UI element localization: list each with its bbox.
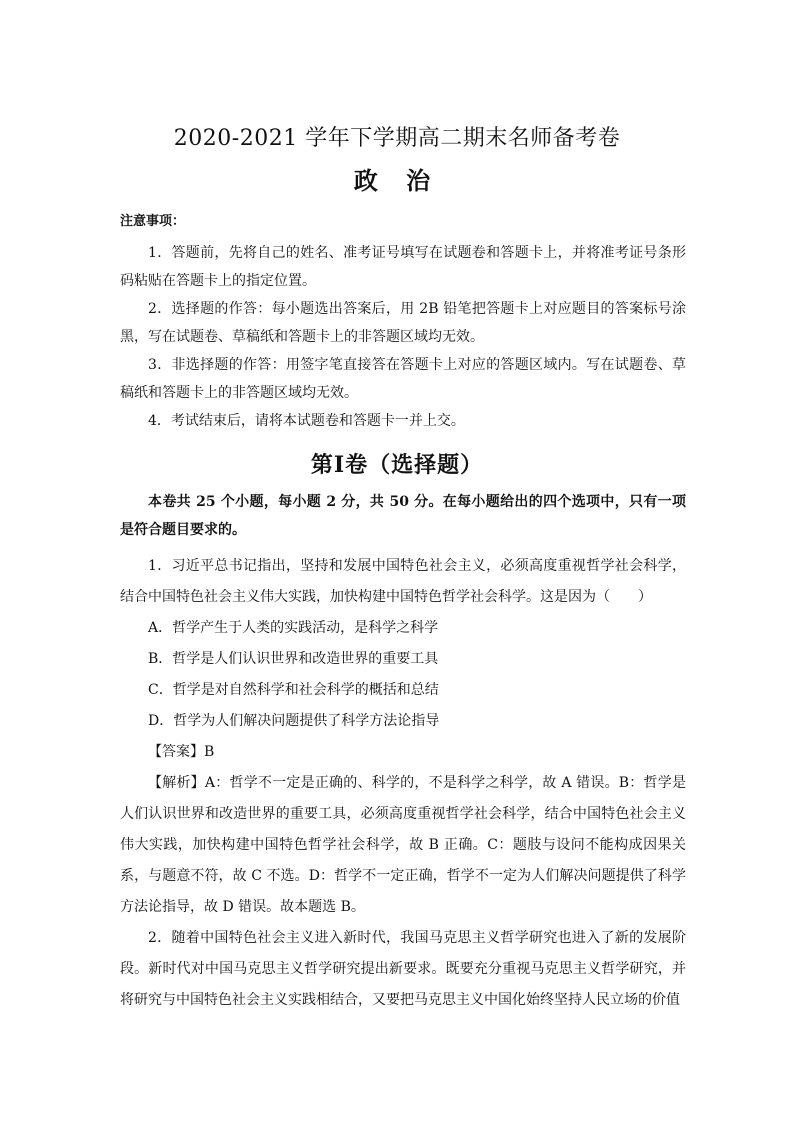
section-intro xyxy=(120,488,686,544)
section-title: 第Ⅰ卷（选择题） xyxy=(310,452,484,478)
question-answer: 【答案】B xyxy=(148,744,215,760)
question-option: C．哲学是对自然科学和社会科学的概括和总结 xyxy=(148,682,439,698)
notes-list xyxy=(120,239,686,435)
question-option: D．哲学为人们解决问题提供了科学方法论指导 xyxy=(148,713,440,729)
subject-title: 政 治 xyxy=(353,166,441,195)
question-option: B．哲学是人们认识世界和改造世界的重要工具 xyxy=(148,651,439,667)
question-option: A．哲学产生于人类的实践活动，是科学之科学 xyxy=(148,620,439,636)
note-item: 2．选择题的作答：每小题选出答案后，用 2B 铅笔把答题卡上对应题目的答案标号涂黑，写在试题卷、草稿纸和答题卡上的非答题区域均无效。 xyxy=(120,301,686,345)
question-analysis: 【解析】A：哲学不一定是正确的、科学的，不是科学之科学，故 A 错误。B：哲学是人们认识世界和改造世界的重要工具，必须高度重视哲学社会科学，结合中国特色社会主义伟大实践，加快构建中国特色哲学社会科学，故 B 正确。C：题肢与设问不能构成因果关系，与题意不符，故 C 不选。D：哲学不一定正确，哲学不一定为人们解决问题提供了科学方法论指导，故 D 错误。故本题选 B。 xyxy=(120,775,686,915)
note-item: 3．非选择题的作答：用签字笔直接答在答题卡上对应的答题区域内。写在试题卷、草稿纸和答题卡上的非答题区域均无效。 xyxy=(120,357,686,401)
question-stem: 2．随着中国特色社会主义进入新时代，我国马克思主义哲学研究也进入了新的发展阶段。新时代对中国马克思主义哲学研究提出新要求。既要充分重视马克思主义哲学研究，并将研究与中国特色社会主义实践相结合，又要把马克思主义中国化始终坚持人民立场的价值 xyxy=(120,930,686,1008)
question-stem: 1．习近平总书记指出，坚持和发展中国特色社会主义，必须高度重视哲学社会科学，结合中国特色社会主义伟大实践，加快构建中国特色哲学社会科学。这是因为（ ） xyxy=(120,558,686,605)
note-item: 1．答题前，先将自己的姓名、准考证号填写在试题卷和答题卡上，并将准考证号条形码粘贴在答题卡上的指定位置。 xyxy=(120,245,686,289)
section-intro-text: 本卷共 25 个小题，每小题 2 分，共 50 分。在每小题给出的四个选项中，只有一项是符合题目要求的。 xyxy=(120,494,686,538)
note-item: 4．考试结束后，请将本试题卷和答题卡一并上交。 xyxy=(148,413,465,429)
question-block xyxy=(120,551,686,1016)
document-title: 2020-2021 学年下学期高二期末名师备考卷 xyxy=(173,126,621,151)
notes-heading: 注意事项： xyxy=(120,214,186,229)
